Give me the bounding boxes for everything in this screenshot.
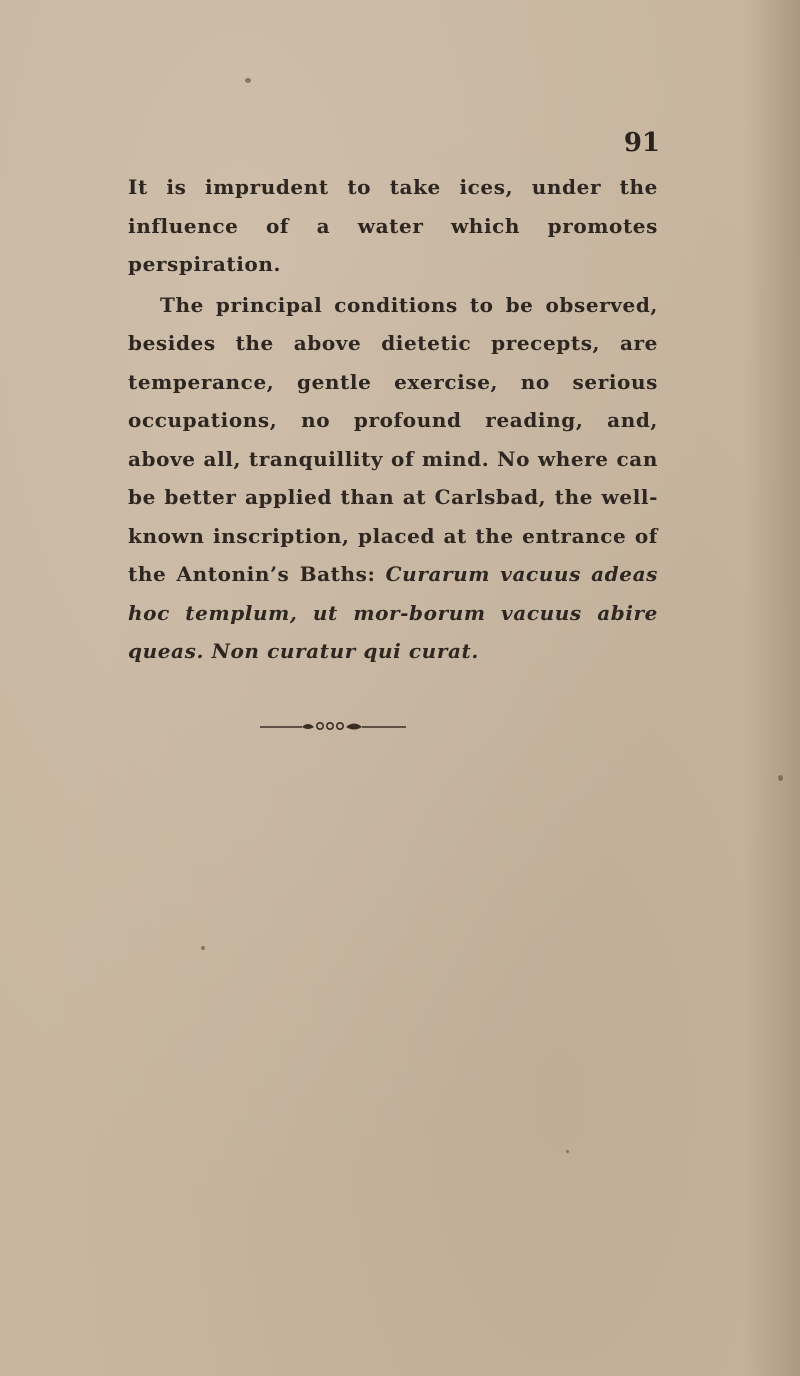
decorative-rule-icon — [258, 715, 408, 737]
paragraph-1-text: It is imprudent to take ices, under the influence of a water which promotes perspiration. — [128, 175, 658, 276]
paragraph-2 — [128, 286, 658, 671]
page-number: 91 — [623, 128, 660, 158]
paragraph-1 — [128, 168, 658, 284]
paper-speck — [201, 946, 205, 950]
paper-speck — [245, 78, 251, 83]
paragraph-2-text: The principal conditions to be observed, besides the above dietetic precepts, are temperance, gentle exercise, no serious occupations, no profound reading, and, above all, tranquillity of mind. No where can be better applied than at Carlsbad, the well-known inscription, placed at the entrance of the Antonin’s Baths: — [128, 292, 658, 586]
body-text — [128, 168, 658, 671]
latin-inscription: Curarum vacuus adeas hoc templum, ut mor-borum vacuus abire queas. Non curatur qui curat. — [128, 562, 658, 663]
paper-speck — [778, 775, 783, 781]
paper-speck — [566, 1150, 569, 1153]
